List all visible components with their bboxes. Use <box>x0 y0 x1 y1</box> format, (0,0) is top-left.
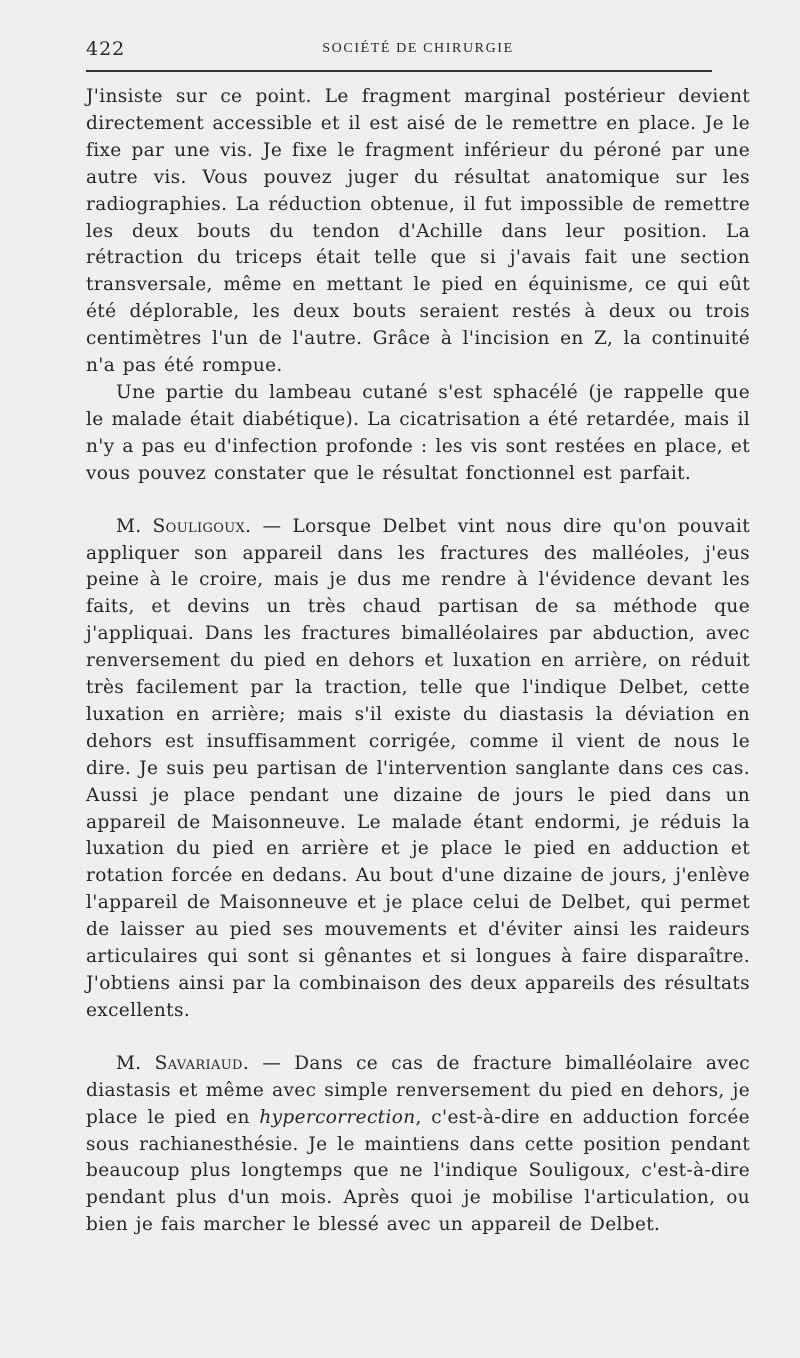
page-number: 422 <box>86 38 126 60</box>
discussion-souligoux <box>86 514 750 1025</box>
emphasized-term: hypercorrection <box>259 1106 416 1128</box>
speaker-name: M. Savariaud. <box>116 1052 250 1074</box>
running-head: SOCIÉTÉ DE CHIRURGIE <box>322 41 514 56</box>
paragraph-sphacele: Une partie du lambeau cutané s'est sphacélé (je rappelle que le malade était diabétique). La cicatrisation a été retardée, mais il n'y a pas eu d'infection profonde : les vis sont restées en place, et vous pouvez constater que le résultat fonctionnel est parfait. <box>86 381 750 484</box>
paragraph-continuation: J'insiste sur ce point. Le fragment marginal postérieur devient directement accessible et il est aisé de le remettre en place. Je le fixe par une vis. Je fixe le fragment inférieur du péroné par une autre vis. Vous pouvez juger du résultat anatomique sur les radiographies. La réduction obtenue, il fut impossible de remettre les deux bouts du tendon d'Achille dans leur position. La rétraction du triceps était telle que si j'avais fait une section transversale, même en mettant le pied en équinisme, ce qui eût été déplorable, les deux bouts seraient restés à deux ou trois centimètres l'un de l'autre. Grâce à l'incision en Z, la continuité n'a pas été rompue. <box>86 86 750 377</box>
discussion-text: — Lorsque Delbet vint nous dire qu'on pouvait appliquer son appareil dans les fractures des malléoles, j'eus peine à le croire, mais je dus me rendre à l'évidence devant les faits, et devins un très chaud partisan de sa méthode que j'appliquai. Dans les fractures bimalléolaires par abduction, avec renversement du pied en dehors et luxation en arrière, on réduit très facilement par la traction, telle que l'indique Delbet, cette luxation en arrière; mais s'il existe du diastasis la déviation en dehors est insuffisamment corrigée, comme il vient de nous le dire. Je suis peu partisan de l'intervention sanglante dans ces cas. Aussi je place pendant une dizaine de jours le pied dans un appareil de Maisonneuve. Le malade étant endormi, je réduis la luxation du pied en arrière et je place le pied en adduction et rotation forcée en dedans. Au bout d'une dizaine de jours, j'enlève l'appareil de Maisonneuve et je place celui de Delbet, qui permet de laisser au pied ses mouvements et d'éviter ainsi les raideurs articulaires qui sont si gênantes et si longues à faire disparaître. J'obtiens ainsi par la combinaison des deux appareils des résultats excellents. <box>86 515 750 1021</box>
speaker-name: M. Souligoux. <box>116 515 252 537</box>
header-rule <box>86 70 712 72</box>
body-text <box>86 84 750 1239</box>
discussion-savariaud <box>86 1051 750 1239</box>
page-header <box>86 30 750 64</box>
discussion-text-continued: , c'est-à-dire en adduction forcée sous rachianesthésie. Je le maintiens dans cette position pendant beaucoup plus longtemps que ne l'indique Souligoux, c'est-à-dire pendant plus d'un mois. Après quoi je mobilise l'articulation, ou bien je fais marcher le blessé avec un appareil de Delbet. <box>86 1106 750 1236</box>
discussion-text: — Dans ce cas de fracture bimalléolaire avec diastasis et même avec simple renversement du pied en dehors, je place le pied en <box>86 1052 751 1128</box>
